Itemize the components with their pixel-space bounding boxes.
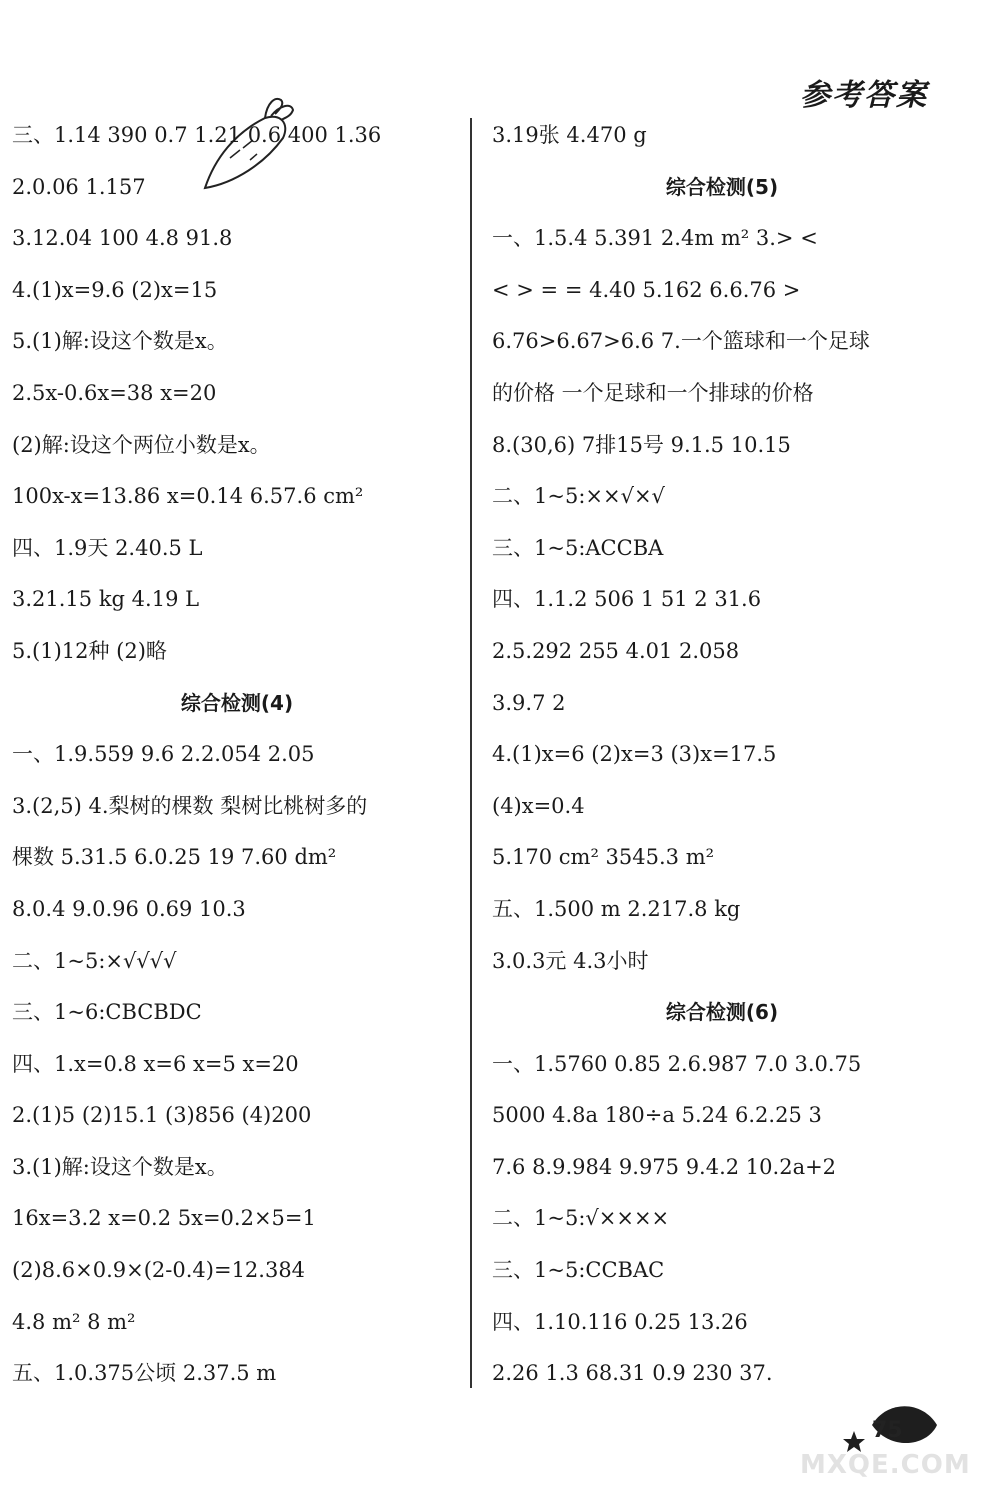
answer-line: 2.5x-0.6x=38 x=20 [12, 380, 217, 405]
answer-line: 五、1.0.375公顷 2.37.5 m [12, 1361, 277, 1386]
answer-line: 2.(1)5 (2)15.1 (3)856 (4)200 [12, 1103, 312, 1128]
page-header-title: 参考答案 [800, 78, 928, 113]
right-column [492, 110, 952, 1400]
answer-line: 3.(1)解:设这个数是x。 [12, 1154, 228, 1179]
answer-line: 100x-x=13.86 x=0.14 6.57.6 cm² [12, 484, 364, 509]
answer-line: (2)8.6×0.9×(2-0.4)=12.384 [12, 1258, 306, 1283]
answer-line: 8.0.4 9.0.96 0.69 10.3 [12, 896, 246, 921]
section-heading: 综合检测(6) [665, 1000, 779, 1025]
answer-line: (4)x=0.4 [492, 793, 585, 818]
answer-line: 四、1.9天 2.40.5 L [12, 535, 203, 560]
answer-line: 的价格 一个足球和一个排球的价格 [492, 380, 814, 405]
answer-line: 4.(1)x=9.6 (2)x=15 [12, 277, 218, 302]
answer-line: 二、1~5:√×××× [492, 1206, 670, 1231]
answer-line: 3.(2,5) 4.梨树的棵数 梨树比桃树多的 [12, 793, 368, 818]
answer-line: 3.19张 4.470 g [492, 123, 647, 147]
answer-line: 二、1~5:×√√√√ [12, 948, 177, 973]
section-heading: 综合检测(5) [665, 174, 779, 199]
answer-line: 5.170 cm² 3545.3 m² [492, 845, 715, 870]
answer-line: 二、1~5:××√×√ [492, 484, 665, 509]
column-divider [470, 118, 472, 1388]
answer-line: 四、1.x=0.8 x=6 x=5 x=20 [12, 1051, 299, 1076]
answer-line: 三、1~5:CCBAC [492, 1258, 665, 1283]
answer-line: 四、1.1.2 506 1 51 2 31.6 [492, 587, 762, 612]
answer-line: 三、1~6:CBCBDC [12, 1000, 202, 1025]
answer-line: 棵数 5.31.5 6.0.25 19 7.60 dm² [12, 845, 337, 870]
answer-line: 3.9.7 2 [492, 690, 566, 715]
answer-line: 3.0.3元 4.3小时 [492, 948, 649, 973]
section-heading: 综合检测(4) [180, 690, 294, 715]
answer-line: 6.76>6.67>6.6 7.一个篮球和一个足球 [492, 329, 870, 354]
page-number: 75 [872, 1418, 903, 1443]
left-column [12, 110, 462, 1400]
answer-line: 三、1~5:ACCBA [492, 535, 664, 560]
answer-line: 7.6 8.9.984 9.975 9.4.2 10.2a+2 [492, 1154, 837, 1179]
answer-line: 3.12.04 100 4.8 91.8 [12, 226, 233, 251]
answer-line: 一、1.5760 0.85 2.6.987 7.0 3.0.75 [492, 1051, 862, 1076]
answer-line: 2.26 1.3 68.31 0.9 230 37. [492, 1361, 773, 1386]
answer-line: 3.21.15 kg 4.19 L [12, 587, 200, 612]
answer-line: < > = = 4.40 5.162 6.6.76 > [492, 277, 801, 302]
answer-line: 16x=3.2 x=0.2 5x=0.2×5=1 [12, 1206, 316, 1231]
watermark-text: MXQE.COM [800, 1450, 971, 1480]
answer-line: 4.8 m² 8 m² [12, 1309, 136, 1334]
answer-line: (2)解:设这个两位小数是x。 [12, 432, 271, 457]
answer-line: 8.(30,6) 7排15号 9.1.5 10.15 [492, 432, 791, 457]
answer-line: 一、1.9.559 9.6 2.2.054 2.05 [12, 742, 315, 767]
answer-line: 5000 4.8a 180÷a 5.24 6.2.25 3 [492, 1103, 822, 1128]
answer-line: 5.(1)解:设这个数是x。 [12, 329, 228, 354]
answer-line: 四、1.10.116 0.25 13.26 [492, 1309, 748, 1334]
answer-line: 一、1.5.4 5.391 2.4m m² 3.> < [492, 226, 818, 251]
answer-line: 三、1.14 390 0.7 1.21 0.6 400 1.36 [12, 123, 382, 147]
answer-line: 五、1.500 m 2.217.8 kg [492, 896, 741, 921]
answer-line: 2.5.292 255 4.01 2.058 [492, 638, 740, 663]
answer-line: 2.0.06 1.157 [12, 174, 146, 199]
answer-line: 5.(1)12种 (2)略 [12, 638, 167, 663]
answer-line: 4.(1)x=6 (2)x=3 (3)x=17.5 [492, 742, 777, 767]
